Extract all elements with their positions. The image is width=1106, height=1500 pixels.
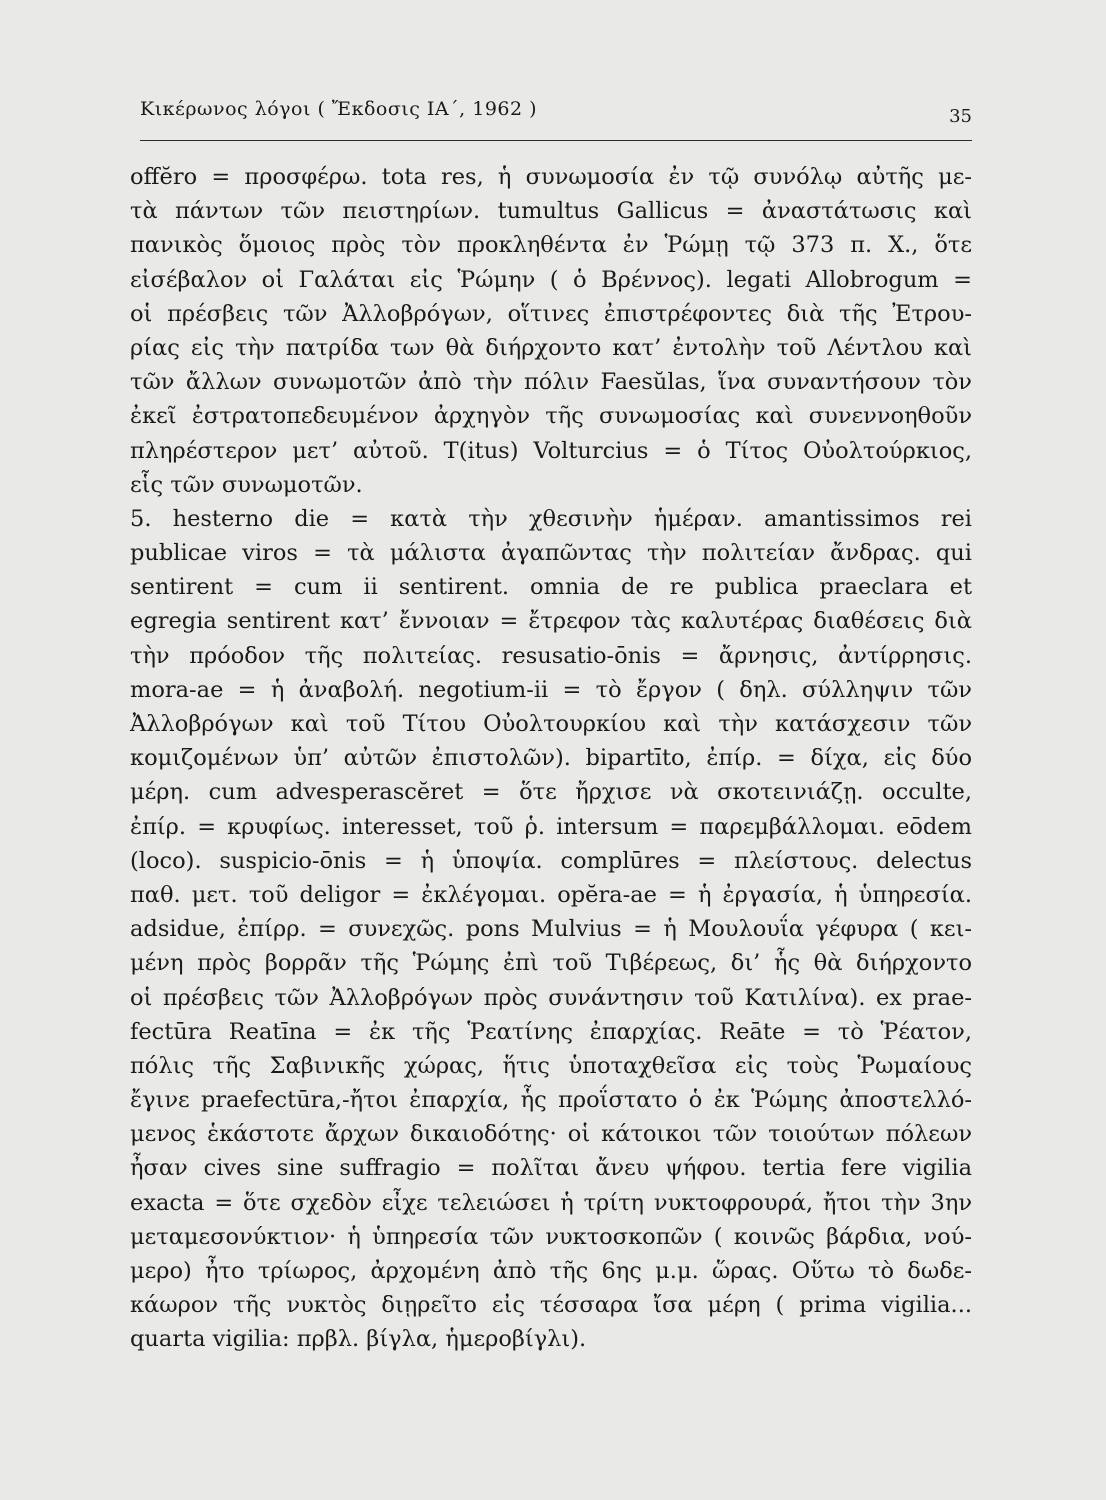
text-line: κάωρον τῆς νυκτὸς διῃρεῖτο εἰς τέσσαρα ἴσα μέρη ( prima vigilia... — [130, 1292, 972, 1319]
text-line: κομιζομένων ὑπ’ αὐτῶν ἐπιστολῶν). bipartīto, ἐπίρ. = δίχα, εἰς δύο — [130, 745, 972, 772]
text-line: exacta = ὅτε σχεδὸν εἶχε τελειώσει ἡ τρίτη νυκτοφρουρά, ἤτοι τὴν 3ην — [130, 1189, 972, 1216]
text-line: egregia sentirent κατ’ ἔννοιαν = ἔτρεφον τὰς καλυτέρας διαθέσεις διὰ — [130, 608, 972, 635]
text-line: μένη πρὸς βορρᾶν τῆς Ῥώμης ἐπὶ τοῦ Τιβέρεως, δι’ ἧς θὰ διήρχοντο — [130, 950, 972, 977]
text-line: ἦσαν cives sine suffragio = πολῖται ἄνευ ψήφου. tertia fere vigilia — [130, 1155, 972, 1182]
text-line: πόλις τῆς Σαβινικῆς χώρας, ἥτις ὑποταχθεῖσα εἰς τοὺς Ῥωμαίους — [130, 1052, 972, 1079]
running-title: Κικέρωνος λόγοι ( Ἔκδοσις ΙΑ΄, 1962 ) — [140, 98, 538, 120]
text-line: παθ. μετ. τοῦ deligor = ἐκλέγομαι. opĕra-ae = ἡ ἐργασία, ἡ ὑπηρεσία. — [130, 881, 972, 908]
text-line: fectūra Reatīna = ἐκ τῆς Ῥεατίνης ἐπαρχίας. Reāte = τὸ Ῥέατον, — [130, 1018, 972, 1045]
text-line: adsidue, ἐπίρρ. = συνεχῶς. pons Mulvius = ἡ Μουλουΐα γέφυρα ( κει- — [130, 916, 972, 943]
text-line: mora-ae = ἡ ἀναβολή. negotium-ii = τὸ ἔργον ( δηλ. σύλληψιν τῶν — [130, 676, 972, 703]
text-line: publicae viros = τὰ μάλιστα ἀγαπῶντας τὴν πολιτείαν ἄνδρας. qui — [130, 540, 972, 567]
text-line: μερο) ἦτο τρίωρος, ἀρχομένη ἀπὸ τῆς 6ης μ.μ. ὥρας. Οὕτω τὸ δωδε- — [130, 1258, 972, 1284]
text-line: ἔγινε praefectūra,-ἤτοι ἐπαρχία, ἧς προΐστατο ὁ ἐκ Ῥώμης ἀποστελλό- — [130, 1087, 972, 1114]
text-line: 5. hesterno die = κατὰ τὴν χθεσινὴν ἡμέραν. amantissimos rei — [130, 505, 972, 532]
text-line: ἐπίρ. = κρυφίως. interesset, τοῦ ῥ. intersum = παρεμβάλλομαι. eōdem — [130, 813, 972, 840]
text-line: ἐκεῖ ἐστρατοπεδευμένον ἀρχηγὸν τῆς συνωμοσίας καὶ συνεννοηθοῦν — [130, 403, 972, 430]
text-line: Ἀλλοβρόγων καὶ τοῦ Τίτου Οὐολτουρκίου καὶ τὴν κατάσχεσιν τῶν — [130, 711, 972, 737]
text-line: μενος ἑκάστοτε ἄρχων δικαιοδότης· οἱ κάτοικοι τῶν τοιούτων πόλεων — [130, 1121, 972, 1148]
text-line: εἰσέβαλον οἱ Γαλάται εἰς Ῥώμην ( ὁ Βρέννος). legati Allobrogum = — [130, 266, 972, 293]
text-line: τὴν πρόοδον τῆς πολιτείας. resusatio-ōnis = ἄρνησις, ἀντίρρησις. — [130, 642, 972, 669]
text-line: πληρέστερον μετ’ αὐτοῦ. T(itus) Volturcius = ὁ Τίτος Οὐολτούρκιος, — [130, 437, 972, 464]
text-line: quarta vigilia: πρβλ. βίγλα, ἡμεροβίγλι). — [130, 1326, 587, 1353]
text-line: μέρη. cum advesperascĕret = ὅτε ἤρχισε νὰ σκοτεινιάζῃ. occulte, — [130, 779, 972, 806]
text-line: εἷς τῶν συνωμοτῶν. — [130, 471, 363, 498]
text-line: οἱ πρέσβεις τῶν Ἀλλοβρόγων πρὸς συνάντησιν τοῦ Κατιλίνα). ex prae- — [130, 984, 972, 1011]
text-line: οἱ πρέσβεις τῶν Ἀλλοβρόγων, οἵτινες ἐπιστρέφοντες διὰ τῆς Ἐτρου- — [130, 300, 972, 327]
text-line: μεταμεσονύκτιον· ἡ ὑπηρεσία τῶν νυκτοσκοπῶν ( κοινῶς βάρδια, νού- — [130, 1223, 972, 1250]
page-number: 35 — [949, 106, 972, 127]
text-line: (loco). suspicio-ōnis = ἡ ὑποψία. complūres = πλείστους. delectus — [130, 847, 972, 874]
text-line: τὰ πάντων τῶν πειστηρίων. tumultus Gallicus = ἀναστάτωσις καὶ — [130, 198, 972, 225]
text-line: τῶν ἄλλων συνωμοτῶν ἀπὸ τὴν πόλιν Faesŭlas, ἵνα συναντήσουν τὸν — [130, 369, 972, 396]
text-line: ρίας εἰς τὴν πατρίδα των θὰ διήρχοντο κατ’ ἐντολὴν τοῦ Λέντλου καὶ — [130, 334, 972, 361]
body-text — [130, 160, 972, 1357]
running-header — [140, 92, 972, 141]
text-line: offĕro = προσφέρω. tota res, ἡ συνωμοσία ἐν τῷ συνόλῳ αὐτῆς με- — [130, 164, 972, 190]
text-line: πανικὸς ὅμοιος πρὸς τὸν προκληθέντα ἐν Ῥώμῃ τῷ 373 π. Χ., ὅτε — [130, 232, 972, 259]
text-line: sentirent = cum ii sentirent. omnia de re publica praeclara et — [130, 574, 972, 601]
